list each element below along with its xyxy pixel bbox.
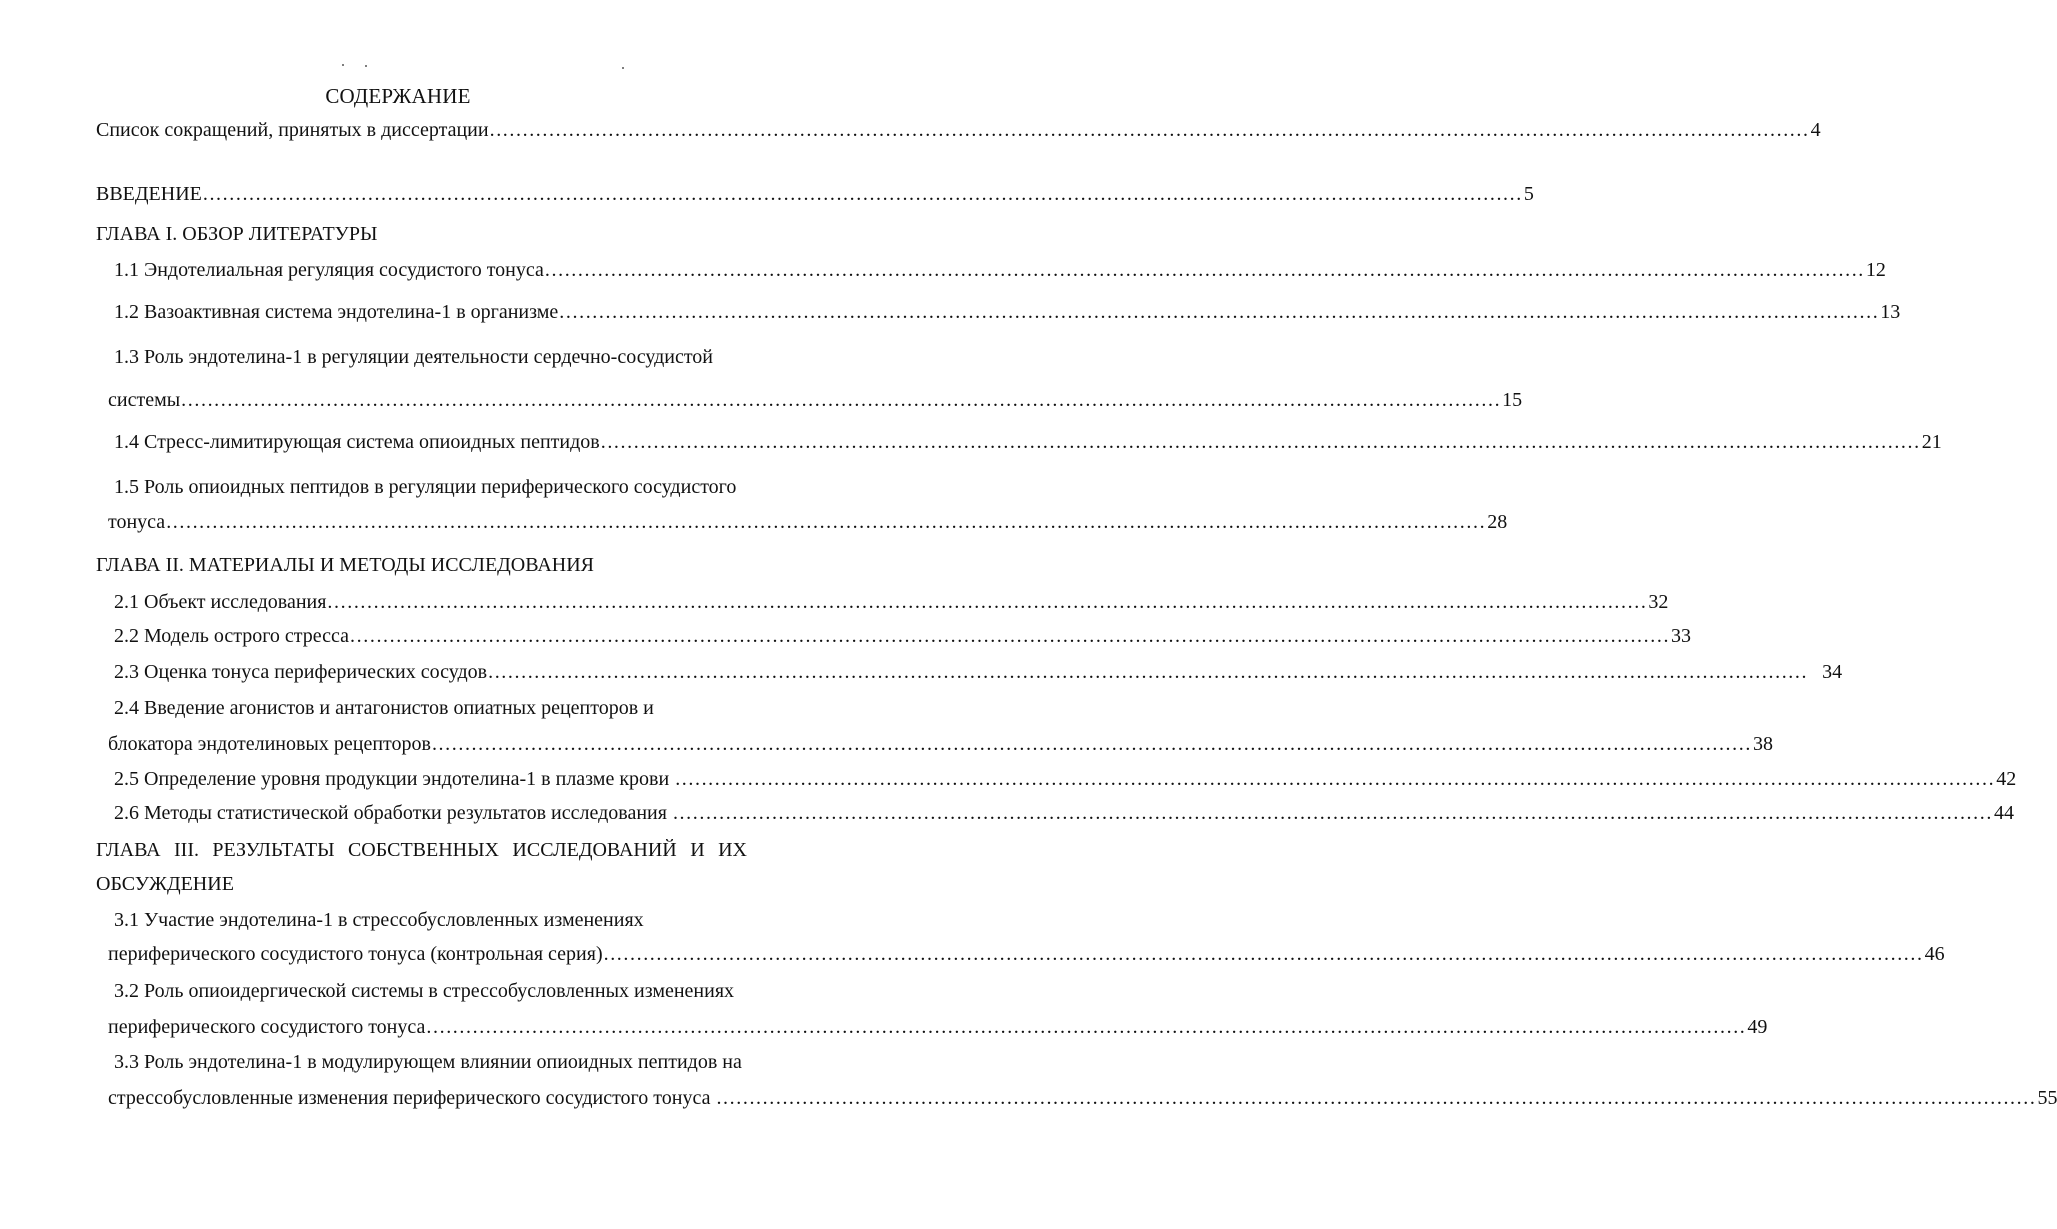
toc-page-number: 32: [1648, 591, 1669, 613]
toc-entry-3-1: [108, 940, 1945, 968]
toc-entry-label: 2.2 Модель острого стресса: [114, 625, 350, 647]
toc-entry-3-1-line1: 3.1 Участие эндотелина-1 в стрессобусловленных изменениях: [114, 909, 644, 931]
dot-leader: ........................................................................................................................................................................................................: [544, 259, 1865, 281]
toc-entry-2-3: [114, 658, 1843, 686]
toc-entry-label: периферического сосудистого тонуса: [108, 1016, 426, 1038]
toc-page-number: 13: [1880, 301, 1901, 323]
heading-word: И: [690, 839, 705, 861]
toc-page-number: 21: [1921, 431, 1942, 453]
toc-entry-3-2: [108, 1013, 1768, 1041]
dot-leader: ........................................................................................................................................................................................................: [600, 431, 1921, 453]
dot-leader: ........................................................................................................................................................................................................: [559, 301, 1880, 323]
toc-entry-1-4: [114, 428, 1942, 456]
toc-entry-label: ВВЕДЕНИЕ: [96, 183, 202, 205]
toc-entry-label: 2.6 Методы статистической обработки результатов исследования: [114, 802, 667, 824]
toc-page-number: 42: [1996, 768, 2017, 790]
page-title: СОДЕРЖАНИЕ: [325, 84, 471, 108]
heading-word: ГЛАВА: [96, 839, 161, 861]
scan-speck: [365, 65, 367, 67]
dot-leader: ........................................................................................................................................................................................................: [327, 591, 1648, 613]
toc-entry-label: 2.3 Оценка тонуса периферических сосудов: [114, 661, 488, 683]
toc-page-number: 55: [2037, 1087, 2057, 1109]
heading-word: СОБСТВЕННЫХ: [347, 839, 499, 861]
toc-entry-label: 1.2 Вазоактивная система эндотелина-1 в организме: [114, 301, 559, 323]
dot-leader: ........................................................................................................................................................................................................: [426, 1016, 1747, 1038]
dot-leader: ........................................................................................................................................................................................................: [350, 625, 1671, 647]
toc-entry-label: Список сокращений, принятых в диссертации: [96, 119, 489, 141]
chapter-heading-2: ГЛАВА II. МАТЕРИАЛЫ И МЕТОДЫ ИССЛЕДОВАНИЯ: [96, 554, 594, 576]
toc-entry-label: системы: [108, 389, 181, 411]
toc-entry-3-3-line1: 3.3 Роль эндотелина-1 в модулирующем влиянии опиоидных пептидов на: [114, 1051, 742, 1073]
toc-entry-label: периферического сосудистого тонуса (контрольная серия): [108, 943, 603, 965]
toc-page-number: 34: [1822, 661, 1843, 683]
toc-entry-1-5: [108, 508, 1508, 536]
toc-entry-2-4: [108, 730, 1773, 758]
toc-entry-1-5-line1: 1.5 Роль опиоидных пептидов в регуляции периферического сосудистого: [114, 476, 737, 498]
toc-page-number: 49: [1747, 1016, 1768, 1038]
toc-entry-2-2: [114, 622, 1692, 650]
heading-word: III.: [174, 839, 199, 861]
dot-leader: ........................................................................................................................................................................................................: [672, 802, 1993, 824]
toc-page-number: 38: [1752, 733, 1773, 755]
toc-entry-1-3-line1: 1.3 Роль эндотелина-1 в регуляции деятельности сердечно-сосудистой: [114, 346, 714, 368]
toc-page-number: 15: [1502, 389, 1523, 411]
toc-entry-2-6: [114, 799, 2014, 827]
dot-leader: ........................................................................................................................................................................................................: [181, 389, 1502, 411]
toc-page-number: 12: [1865, 259, 1886, 281]
scan-speck: [342, 64, 344, 66]
toc-entry-introduction: [96, 180, 1534, 208]
dot-leader: ........................................................................................................................................................................................................: [431, 733, 1752, 755]
toc-entry-1-2: [114, 298, 1901, 326]
toc-entry-2-5: [114, 765, 2017, 793]
toc-entry-2-1: [114, 588, 1669, 616]
dot-leader: ........................................................................................................................................................................................................: [603, 943, 1924, 965]
chapter-heading-3-line1: [96, 836, 747, 864]
toc-entry-label: 2.5 Определение уровня продукции эндотелина-1 в плазме крови: [114, 768, 670, 790]
toc-entry-abbreviations: [96, 116, 1821, 144]
toc-page-number: 46: [1924, 943, 1945, 965]
toc-page-number: 33: [1671, 625, 1692, 647]
toc-entry-3-2-line1: 3.2 Роль опиоидергической системы в стрессобусловленных изменениях: [114, 980, 735, 1002]
toc-entry-label: 1.1 Эндотелиальная регуляция сосудистого тонуса: [114, 259, 544, 281]
toc-entry-3-3: [108, 1084, 2057, 1112]
dot-leader: ........................................................................................................................................................................................................: [675, 768, 1996, 790]
toc-page-number: 5: [1523, 183, 1534, 205]
heading-word: РЕЗУЛЬТАТЫ: [212, 839, 335, 861]
toc-entry-1-3: [108, 386, 1523, 414]
toc-entry-2-4-line1: 2.4 Введение агонистов и антагонистов опиатных рецепторов и: [114, 697, 654, 719]
chapter-heading-3-line2: ОБСУЖДЕНИЕ: [96, 873, 234, 895]
dot-leader: ........................................................................................................................................................................................................: [166, 511, 1487, 533]
toc-page-number: 44: [1993, 802, 2014, 824]
toc-page-number: 4: [1810, 119, 1821, 141]
dot-leader: ........................................................................................................................................................................................................: [716, 1087, 2037, 1109]
chapter-heading-1: ГЛАВА I. ОБЗОР ЛИТЕРАТУРЫ: [96, 223, 378, 245]
heading-word: ИХ: [718, 839, 747, 861]
toc-entry-1-1: [114, 256, 1886, 284]
toc-entry-label: 2.1 Объект исследования: [114, 591, 327, 613]
toc-page-number: 28: [1487, 511, 1508, 533]
toc-entry-label: стрессобусловленные изменения периферического сосудистого тонуса: [108, 1087, 711, 1109]
toc-entry-label: 1.4 Стресс-лимитирующая система опиоидных пептидов: [114, 431, 600, 453]
scan-speck: [622, 67, 624, 69]
toc-entry-label: тонуса: [108, 511, 166, 533]
dot-leader: ........................................................................................................................................................................................................: [488, 661, 1809, 683]
dot-leader: ........................................................................................................................................................................................................: [489, 119, 1810, 141]
toc-entry-label: блокатора эндотелиновых рецепторов: [108, 733, 431, 755]
heading-word: ИССЛЕДОВАНИЙ: [512, 839, 677, 861]
dot-leader: ........................................................................................................................................................................................................: [202, 183, 1523, 205]
